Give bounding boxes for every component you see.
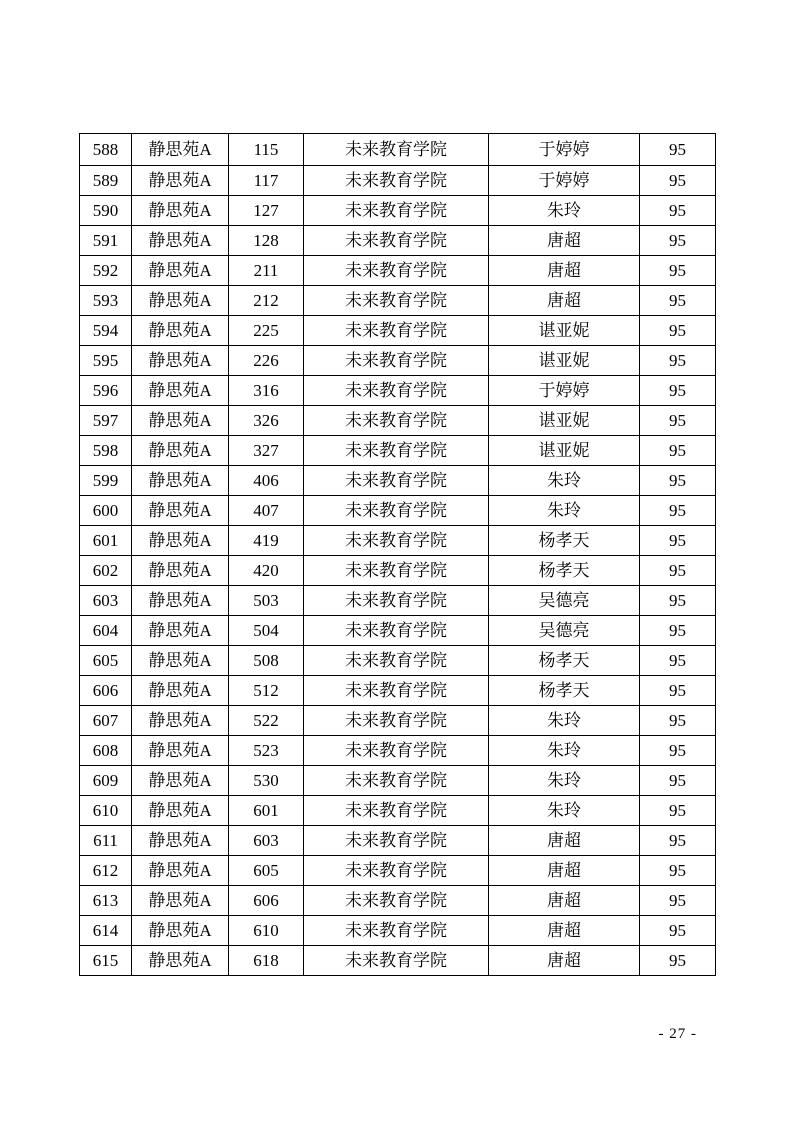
score-cell: 95 [640,916,716,946]
page-number: - 27 - [658,1026,697,1042]
building-cell: 静思苑A [132,856,229,886]
room-cell: 522 [229,706,304,736]
college-cell: 未来教育学院 [304,526,489,556]
college-cell: 未来教育学院 [304,256,489,286]
room-cell: 117 [229,166,304,196]
college-cell: 未来教育学院 [304,886,489,916]
room-cell: 420 [229,556,304,586]
score-cell: 95 [640,196,716,226]
table-row [80,706,716,736]
table-body [80,134,716,976]
college-cell: 未来教育学院 [304,376,489,406]
row-number-cell: 610 [80,796,132,826]
row-number-cell: 594 [80,316,132,346]
building-cell: 静思苑A [132,256,229,286]
teacher-cell: 杨孝天 [489,556,640,586]
teacher-cell: 吴德亮 [489,586,640,616]
score-cell: 95 [640,856,716,886]
table-row [80,736,716,766]
table-row [80,646,716,676]
college-cell: 未来教育学院 [304,316,489,346]
building-cell: 静思苑A [132,886,229,916]
room-cell: 606 [229,886,304,916]
table-row [80,676,716,706]
score-cell: 95 [640,316,716,346]
room-cell: 407 [229,496,304,526]
row-number-cell: 598 [80,436,132,466]
building-cell: 静思苑A [132,796,229,826]
college-cell: 未来教育学院 [304,406,489,436]
college-cell: 未来教育学院 [304,646,489,676]
score-cell: 95 [640,256,716,286]
table-row [80,286,716,316]
table-row [80,466,716,496]
table-row [80,916,716,946]
score-cell: 95 [640,886,716,916]
room-cell: 605 [229,856,304,886]
room-cell: 504 [229,616,304,646]
row-number-cell: 602 [80,556,132,586]
college-cell: 未来教育学院 [304,736,489,766]
score-cell: 95 [640,526,716,556]
score-cell: 95 [640,226,716,256]
table-row [80,826,716,856]
room-cell: 127 [229,196,304,226]
score-cell: 95 [640,556,716,586]
teacher-cell: 朱玲 [489,496,640,526]
college-cell: 未来教育学院 [304,916,489,946]
teacher-cell: 杨孝天 [489,676,640,706]
building-cell: 静思苑A [132,134,229,166]
room-cell: 316 [229,376,304,406]
college-cell: 未来教育学院 [304,856,489,886]
room-cell: 225 [229,316,304,346]
row-number-cell: 599 [80,466,132,496]
score-cell: 95 [640,646,716,676]
college-cell: 未来教育学院 [304,946,489,976]
table-row [80,856,716,886]
table-row [80,616,716,646]
college-cell: 未来教育学院 [304,496,489,526]
table-row [80,526,716,556]
score-cell: 95 [640,946,716,976]
college-cell: 未来教育学院 [304,616,489,646]
teacher-cell: 杨孝天 [489,526,640,556]
room-cell: 530 [229,766,304,796]
row-number-cell: 614 [80,916,132,946]
college-cell: 未来教育学院 [304,676,489,706]
table-row [80,886,716,916]
table-row [80,556,716,586]
row-number-cell: 609 [80,766,132,796]
building-cell: 静思苑A [132,676,229,706]
building-cell: 静思苑A [132,286,229,316]
college-cell: 未来教育学院 [304,586,489,616]
college-cell: 未来教育学院 [304,226,489,256]
teacher-cell: 朱玲 [489,766,640,796]
dorm-score-table [79,133,716,976]
table-row [80,496,716,526]
room-cell: 327 [229,436,304,466]
score-cell: 95 [640,796,716,826]
room-cell: 601 [229,796,304,826]
building-cell: 静思苑A [132,586,229,616]
score-cell: 95 [640,134,716,166]
score-cell: 95 [640,466,716,496]
building-cell: 静思苑A [132,736,229,766]
college-cell: 未来教育学院 [304,436,489,466]
room-cell: 618 [229,946,304,976]
building-cell: 静思苑A [132,766,229,796]
score-cell: 95 [640,346,716,376]
score-cell: 95 [640,586,716,616]
teacher-cell: 于婷婷 [489,166,640,196]
teacher-cell: 朱玲 [489,796,640,826]
score-cell: 95 [640,376,716,406]
room-cell: 419 [229,526,304,556]
teacher-cell: 朱玲 [489,196,640,226]
table-row [80,436,716,466]
teacher-cell: 唐超 [489,886,640,916]
teacher-cell: 唐超 [489,226,640,256]
building-cell: 静思苑A [132,166,229,196]
table-row [80,166,716,196]
score-cell: 95 [640,166,716,196]
room-cell: 503 [229,586,304,616]
teacher-cell: 唐超 [489,916,640,946]
room-cell: 115 [229,134,304,166]
row-number-cell: 611 [80,826,132,856]
building-cell: 静思苑A [132,646,229,676]
teacher-cell: 唐超 [489,286,640,316]
table-row [80,196,716,226]
teacher-cell: 谌亚妮 [489,436,640,466]
row-number-cell: 603 [80,586,132,616]
table-row [80,946,716,976]
college-cell: 未来教育学院 [304,466,489,496]
room-cell: 226 [229,346,304,376]
building-cell: 静思苑A [132,826,229,856]
row-number-cell: 592 [80,256,132,286]
score-cell: 95 [640,706,716,736]
room-cell: 512 [229,676,304,706]
building-cell: 静思苑A [132,316,229,346]
row-number-cell: 608 [80,736,132,766]
row-number-cell: 613 [80,886,132,916]
score-cell: 95 [640,286,716,316]
table-row [80,796,716,826]
building-cell: 静思苑A [132,466,229,496]
teacher-cell: 谌亚妮 [489,316,640,346]
row-number-cell: 593 [80,286,132,316]
college-cell: 未来教育学院 [304,196,489,226]
teacher-cell: 朱玲 [489,466,640,496]
teacher-cell: 朱玲 [489,736,640,766]
table-row [80,766,716,796]
table-row [80,134,716,166]
teacher-cell: 于婷婷 [489,134,640,166]
room-cell: 212 [229,286,304,316]
building-cell: 静思苑A [132,406,229,436]
teacher-cell: 朱玲 [489,706,640,736]
room-cell: 603 [229,826,304,856]
row-number-cell: 605 [80,646,132,676]
building-cell: 静思苑A [132,526,229,556]
row-number-cell: 612 [80,856,132,886]
college-cell: 未来教育学院 [304,346,489,376]
score-cell: 95 [640,676,716,706]
row-number-cell: 588 [80,134,132,166]
teacher-cell: 杨孝天 [489,646,640,676]
row-number-cell: 595 [80,346,132,376]
table-row [80,346,716,376]
row-number-cell: 607 [80,706,132,736]
teacher-cell: 吴德亮 [489,616,640,646]
score-cell: 95 [640,826,716,856]
building-cell: 静思苑A [132,196,229,226]
score-cell: 95 [640,406,716,436]
room-cell: 523 [229,736,304,766]
score-cell: 95 [640,766,716,796]
row-number-cell: 600 [80,496,132,526]
college-cell: 未来教育学院 [304,826,489,856]
table-row [80,586,716,616]
building-cell: 静思苑A [132,616,229,646]
row-number-cell: 615 [80,946,132,976]
building-cell: 静思苑A [132,226,229,256]
row-number-cell: 601 [80,526,132,556]
teacher-cell: 谌亚妮 [489,406,640,436]
college-cell: 未来教育学院 [304,134,489,166]
room-cell: 508 [229,646,304,676]
college-cell: 未来教育学院 [304,766,489,796]
building-cell: 静思苑A [132,376,229,406]
building-cell: 静思苑A [132,706,229,736]
row-number-cell: 604 [80,616,132,646]
table-row [80,256,716,286]
building-cell: 静思苑A [132,436,229,466]
teacher-cell: 唐超 [489,826,640,856]
college-cell: 未来教育学院 [304,556,489,586]
room-cell: 128 [229,226,304,256]
teacher-cell: 于婷婷 [489,376,640,406]
row-number-cell: 596 [80,376,132,406]
table-row [80,316,716,346]
building-cell: 静思苑A [132,946,229,976]
college-cell: 未来教育学院 [304,286,489,316]
row-number-cell: 589 [80,166,132,196]
score-cell: 95 [640,496,716,526]
row-number-cell: 591 [80,226,132,256]
college-cell: 未来教育学院 [304,706,489,736]
teacher-cell: 唐超 [489,946,640,976]
table-row [80,226,716,256]
score-cell: 95 [640,736,716,766]
room-cell: 211 [229,256,304,286]
table-row [80,376,716,406]
teacher-cell: 谌亚妮 [489,346,640,376]
college-cell: 未来教育学院 [304,166,489,196]
teacher-cell: 唐超 [489,856,640,886]
row-number-cell: 606 [80,676,132,706]
building-cell: 静思苑A [132,346,229,376]
table-row [80,406,716,436]
room-cell: 326 [229,406,304,436]
building-cell: 静思苑A [132,916,229,946]
row-number-cell: 597 [80,406,132,436]
room-cell: 610 [229,916,304,946]
building-cell: 静思苑A [132,556,229,586]
teacher-cell: 唐超 [489,256,640,286]
score-cell: 95 [640,616,716,646]
room-cell: 406 [229,466,304,496]
row-number-cell: 590 [80,196,132,226]
building-cell: 静思苑A [132,496,229,526]
score-cell: 95 [640,436,716,466]
college-cell: 未来教育学院 [304,796,489,826]
